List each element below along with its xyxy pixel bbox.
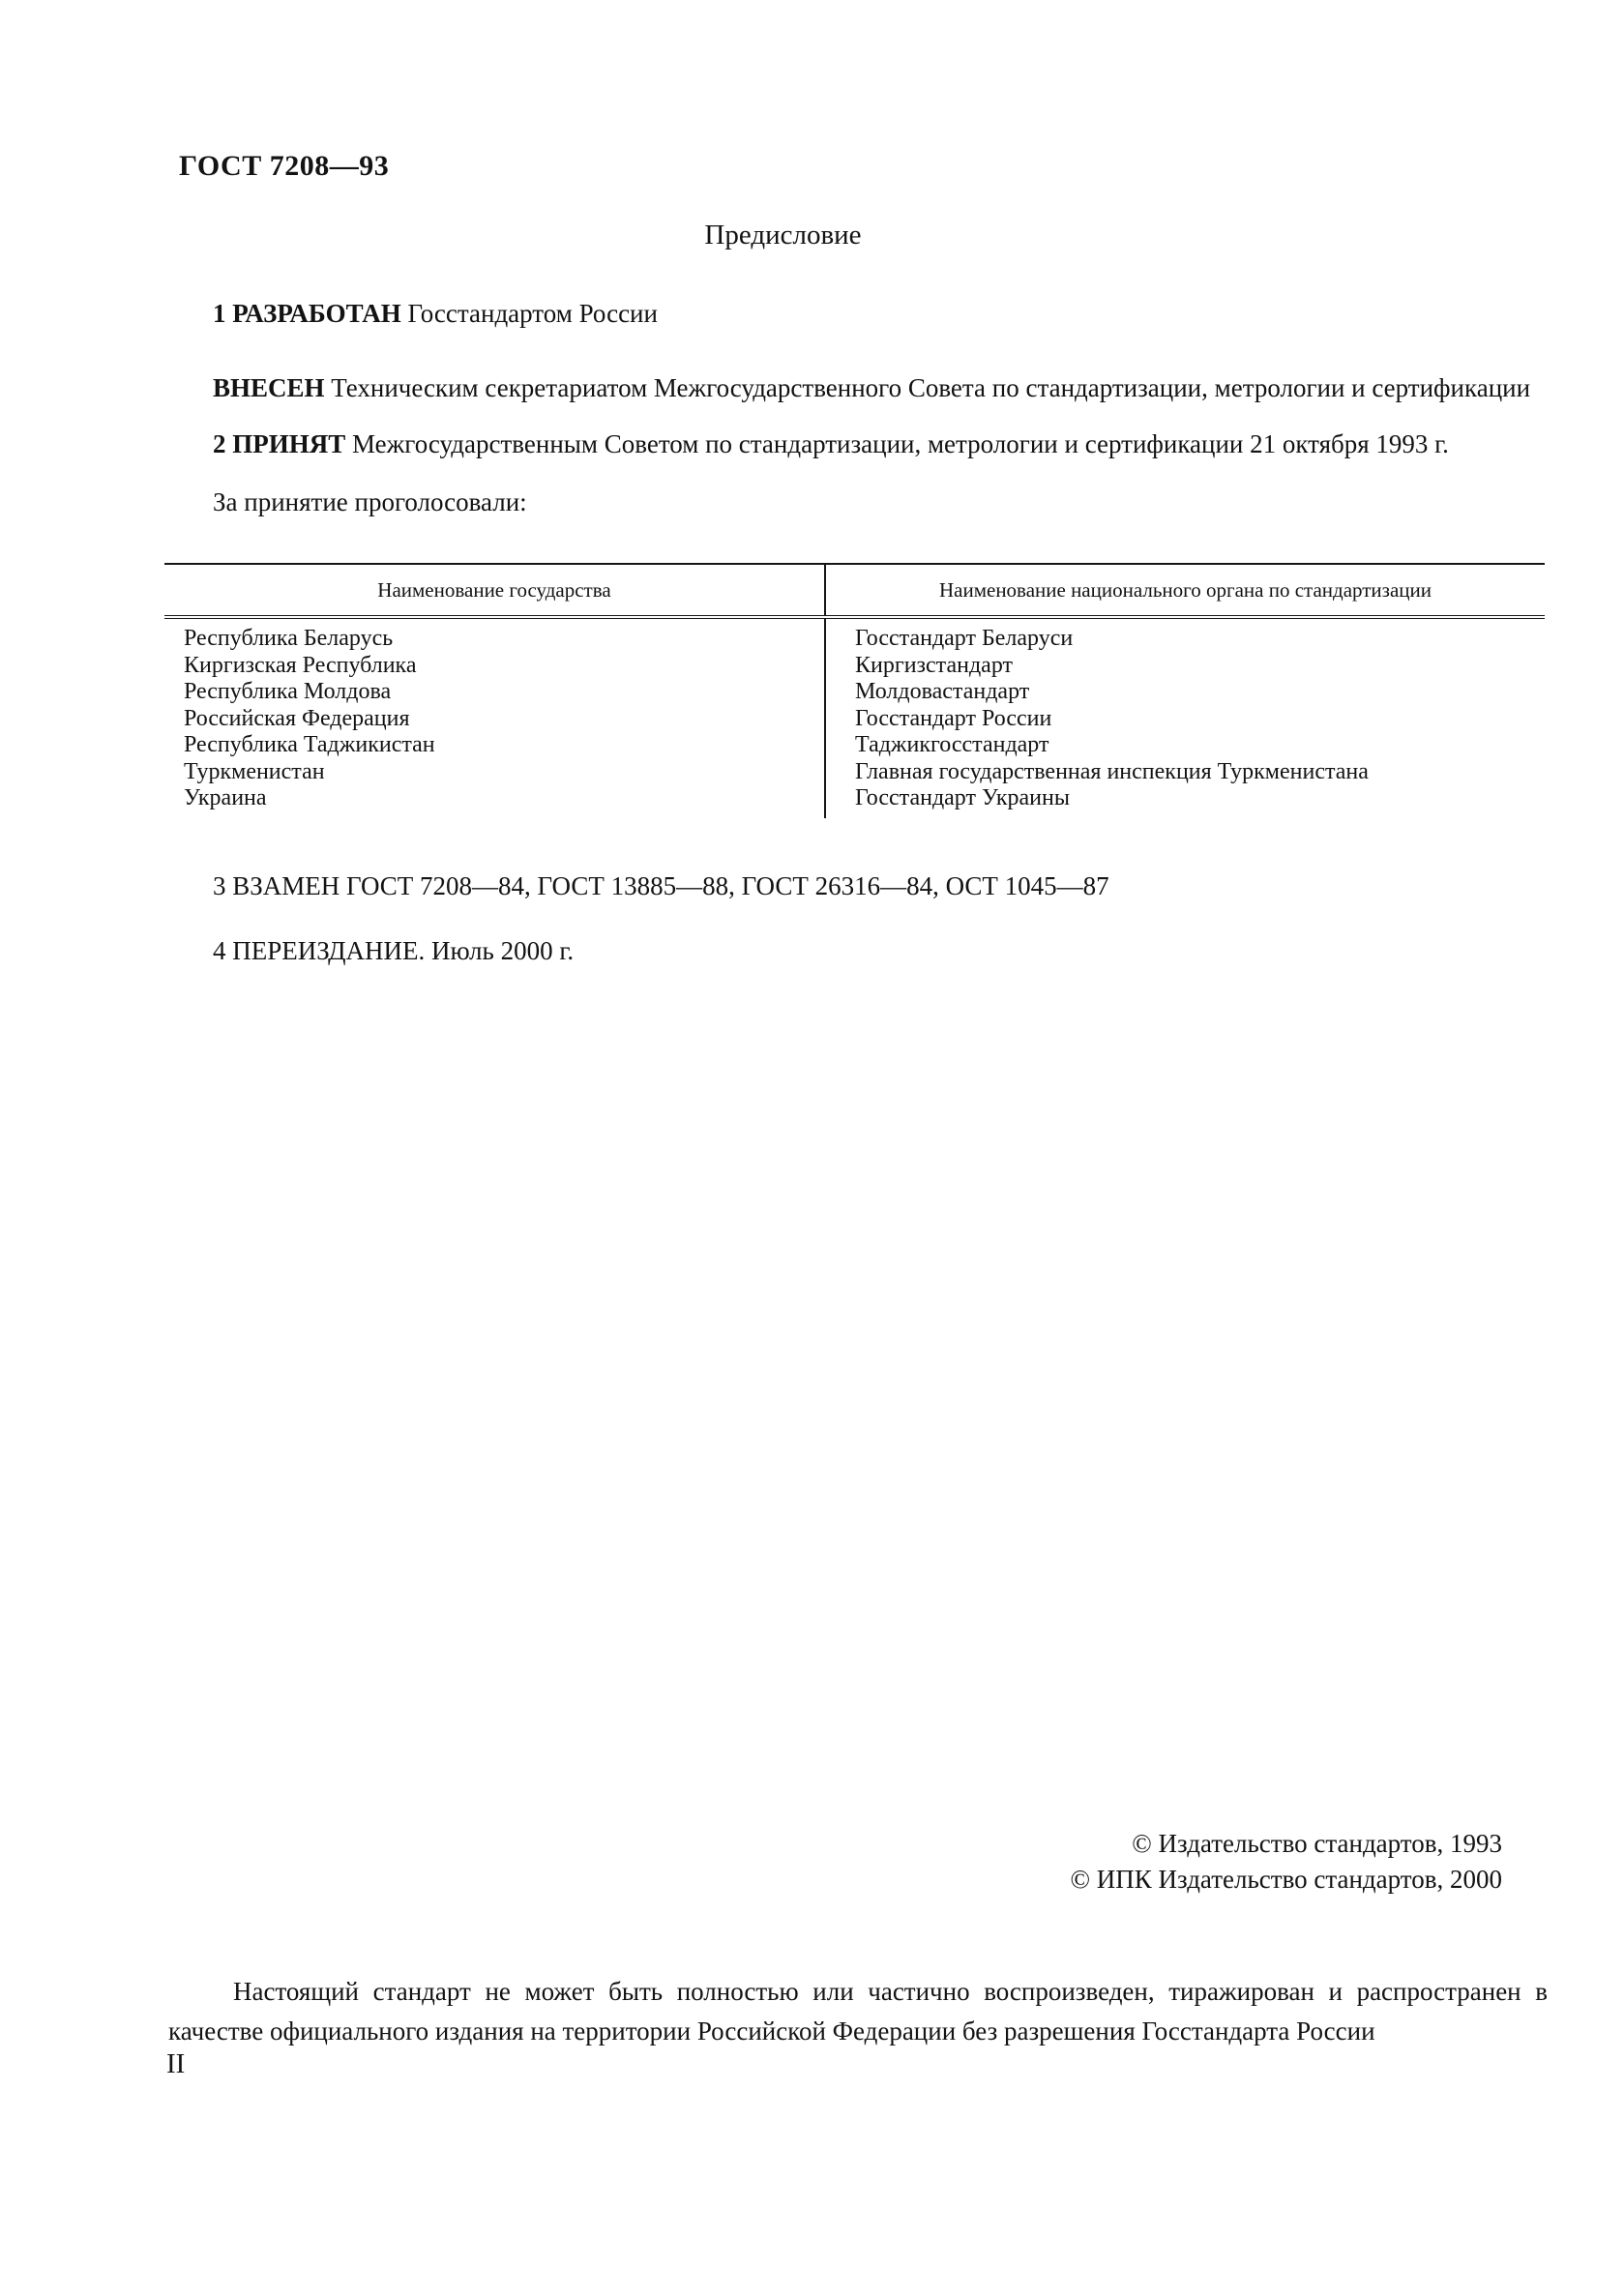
cell-state: Украина	[164, 785, 825, 818]
clause-replaces: 3 ВЗАМЕН ГОСТ 7208—84, ГОСТ 13885—88, ГОСТ 26316—84, ОСТ 1045—87	[213, 870, 1109, 900]
copyright-line-1993: © Издательство стандартов, 1993	[1132, 1829, 1502, 1858]
table-row	[164, 653, 1545, 680]
cell-authority: Таджикгосстандарт	[855, 732, 1049, 757]
column-header-authority: Наименование национального органа по стандартизации	[825, 564, 1545, 617]
cell-state: Киргизская Республика	[164, 653, 825, 680]
cell-state: Республика Молдова	[164, 679, 825, 706]
table-row	[164, 617, 1545, 653]
table-row	[164, 706, 1545, 733]
page-number: II	[166, 2048, 186, 2079]
cell-authority: Главная государственная инспекция Туркменистана	[855, 758, 1369, 784]
cell-authority: Киргизстандарт	[855, 652, 1013, 678]
copyright-block	[1071, 1826, 1503, 1898]
clause-submitted-label: ВНЕСЕН	[213, 373, 325, 402]
restriction-notice: Настоящий стандарт не может быть полностью или частично воспроизведен, тиражирован и распространен в качестве официального издания на территории Российской Федерации без разрешения Госстандарта России	[168, 1977, 1548, 2046]
clause-adopted	[168, 425, 1545, 463]
cell-state: Республика Таджикистан	[164, 732, 825, 759]
copyright-line-2000: © ИПК Издательство стандартов, 2000	[1070, 1865, 1502, 1894]
cell-state: Российская Федерация	[164, 706, 825, 733]
clause-submitted	[168, 368, 1545, 407]
clause-developed-label: 1 РАЗРАБОТАН	[213, 299, 401, 328]
page-title: Предисловие	[704, 220, 862, 250]
clause-submitted-text: Техническим секретариатом Межгосударственного Совета по стандартизации, метрологии и сертификации	[331, 373, 1531, 402]
clause-developed-text: Госстандартом России	[407, 299, 658, 328]
table-row	[164, 785, 1545, 818]
cell-authority: Госстандарт Беларуси	[855, 626, 1074, 651]
table-row	[164, 732, 1545, 759]
column-header-state: Наименование государства	[164, 564, 825, 617]
clause-developed	[168, 294, 1545, 333]
doc-code: ГОСТ 7208—93	[179, 150, 390, 182]
cell-authority: Госстандарт России	[855, 705, 1052, 731]
vote-table	[164, 563, 1545, 818]
clause-adopted-label: 2 ПРИНЯТ	[213, 429, 346, 458]
cell-state: Республика Беларусь	[164, 617, 825, 653]
clause-adopted-text: Межгосударственным Советом по стандартизации, метрологии и сертификации 21 октября 1993 г.	[352, 429, 1449, 458]
table-row	[164, 759, 1545, 786]
table-row	[164, 679, 1545, 706]
table-header-row	[164, 564, 1545, 617]
vote-intro: За принятие проголосовали:	[213, 487, 527, 516]
cell-authority: Госстандарт Украины	[855, 785, 1070, 810]
cell-authority: Молдовастандарт	[855, 679, 1030, 704]
clause-reissue: 4 ПЕРЕИЗДАНИЕ. Июль 2000 г.	[213, 935, 575, 965]
cell-state: Туркменистан	[164, 759, 825, 786]
